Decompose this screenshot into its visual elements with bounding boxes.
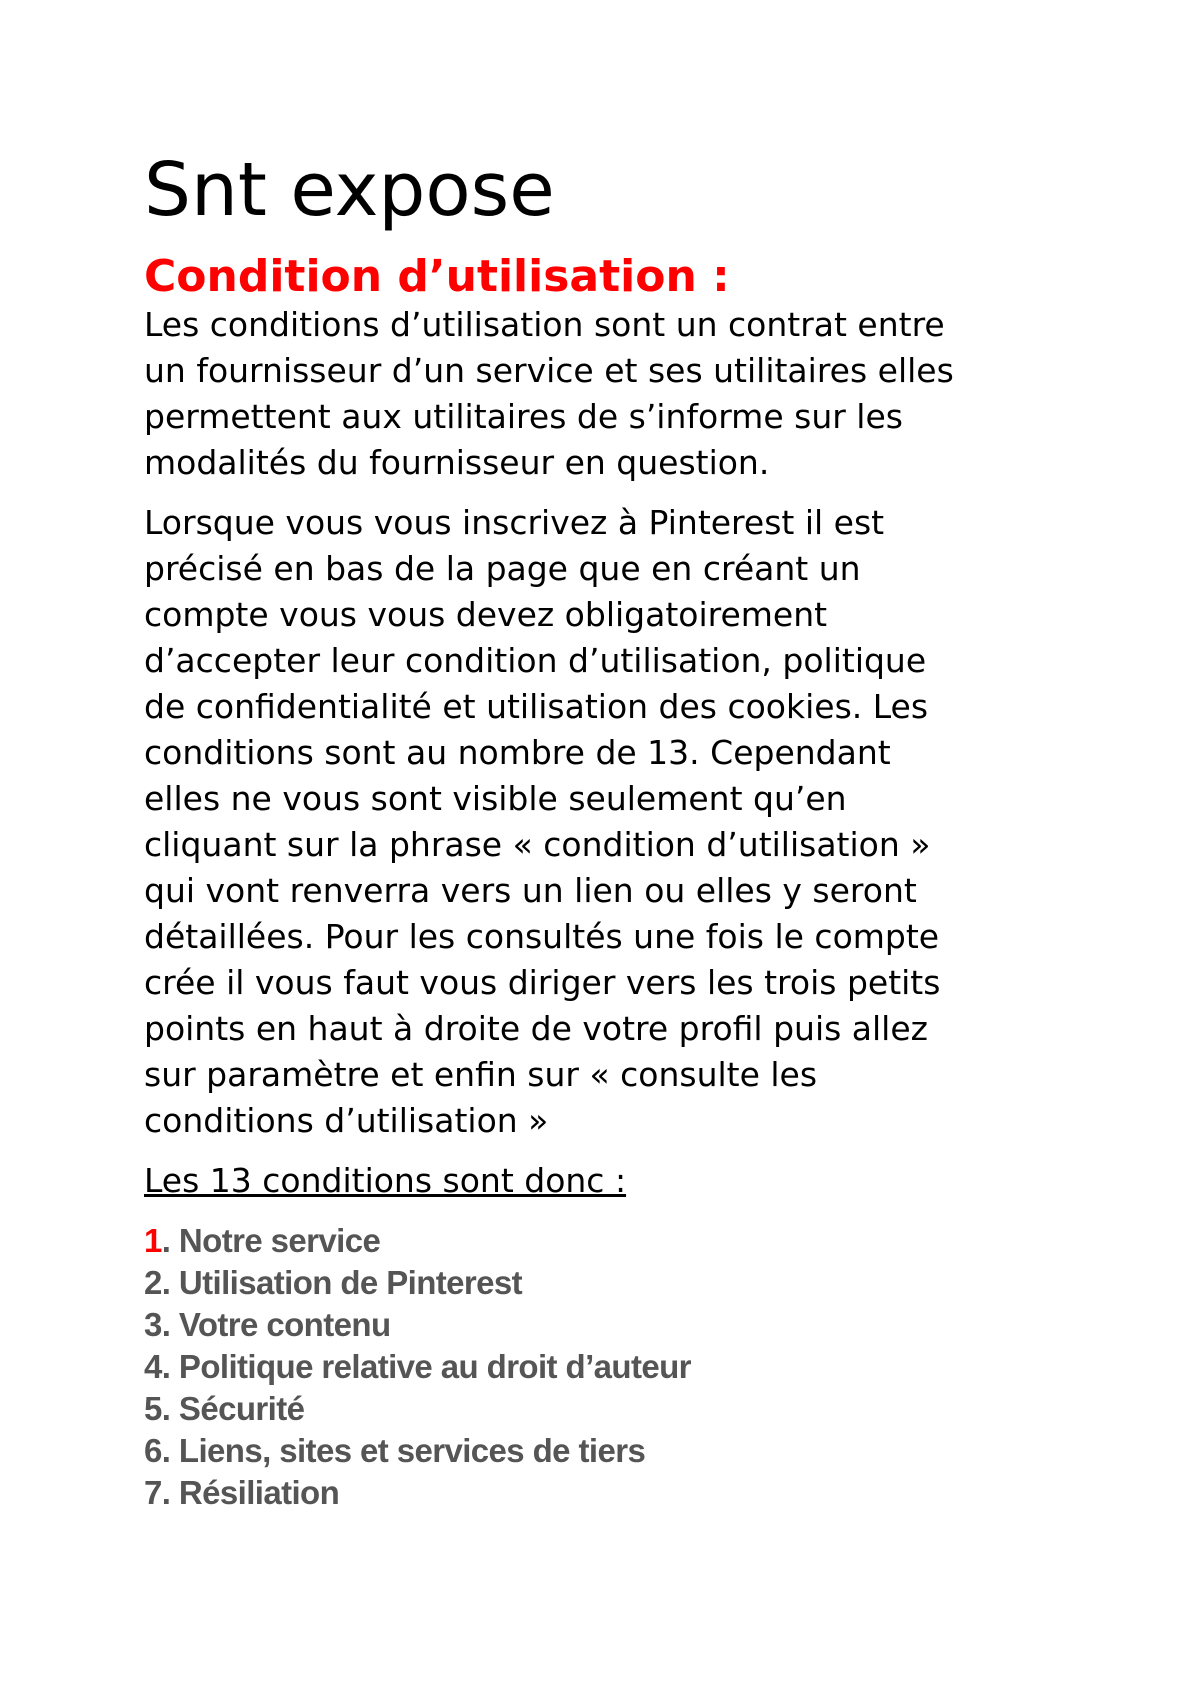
list-item (144, 1220, 1064, 1262)
list-item-text: . Politique relative au droit d’auteur (161, 1348, 691, 1385)
list-item-number: 3 (144, 1306, 162, 1343)
document-page (144, 147, 1064, 1514)
conditions-list (144, 1220, 1064, 1514)
list-subheading: Les 13 conditions sont donc : (144, 1161, 627, 1200)
list-item-text: . Résiliation (161, 1474, 340, 1511)
section-heading: Condition d’utilisation : (144, 251, 730, 302)
list-item-text: . Sécurité (161, 1390, 305, 1427)
document-title: Snt expose (144, 147, 555, 233)
list-item (144, 1346, 1064, 1388)
list-item-text: . Liens, sites et services de tiers (161, 1432, 646, 1469)
list-item-number: 2 (144, 1264, 162, 1301)
list-item-text: . Notre service (161, 1222, 381, 1259)
list-item-text: . Utilisation de Pinterest (161, 1264, 523, 1301)
list-item (144, 1388, 1064, 1430)
paragraph-intro: Les conditions d’utilisation sont un contrat entre un fournisseur d’un service et ses utilitaires elles permettent aux utilitaires de s’informe sur les modalités du fournisseur en question. (144, 305, 954, 482)
list-item-number: 5 (144, 1390, 162, 1427)
paragraph-pinterest: Lorsque vous vous inscrivez à Pinterest il est précisé en bas de la page que en créant un compte vous vous devez obligatoirement d’accepter leur condition d’utilisation, politique de confidentialité et utilisation des cookies. Les conditions sont au nombre de 13. Cependant elles ne vous sont visible seulement qu’en cliquant sur la phrase « condition d’utilisation » qui vont renverra vers un lien ou elles y seront détaillées. Pour les consultés une fois le compte crée il vous faut vous diriger vers les trois petits points en haut à droite de votre profil puis allez sur paramètre et enfin sur « consulte les conditions d’utilisation » (144, 503, 941, 1140)
list-item (144, 1304, 1064, 1346)
list-item (144, 1262, 1064, 1304)
list-item-text: . Votre contenu (161, 1306, 391, 1343)
list-item-number: 6 (144, 1432, 162, 1469)
list-item-number: 7 (144, 1474, 162, 1511)
list-item (144, 1472, 1064, 1514)
list-item-number: 1 (144, 1222, 162, 1259)
list-item (144, 1430, 1064, 1472)
list-item-number: 4 (144, 1348, 162, 1385)
